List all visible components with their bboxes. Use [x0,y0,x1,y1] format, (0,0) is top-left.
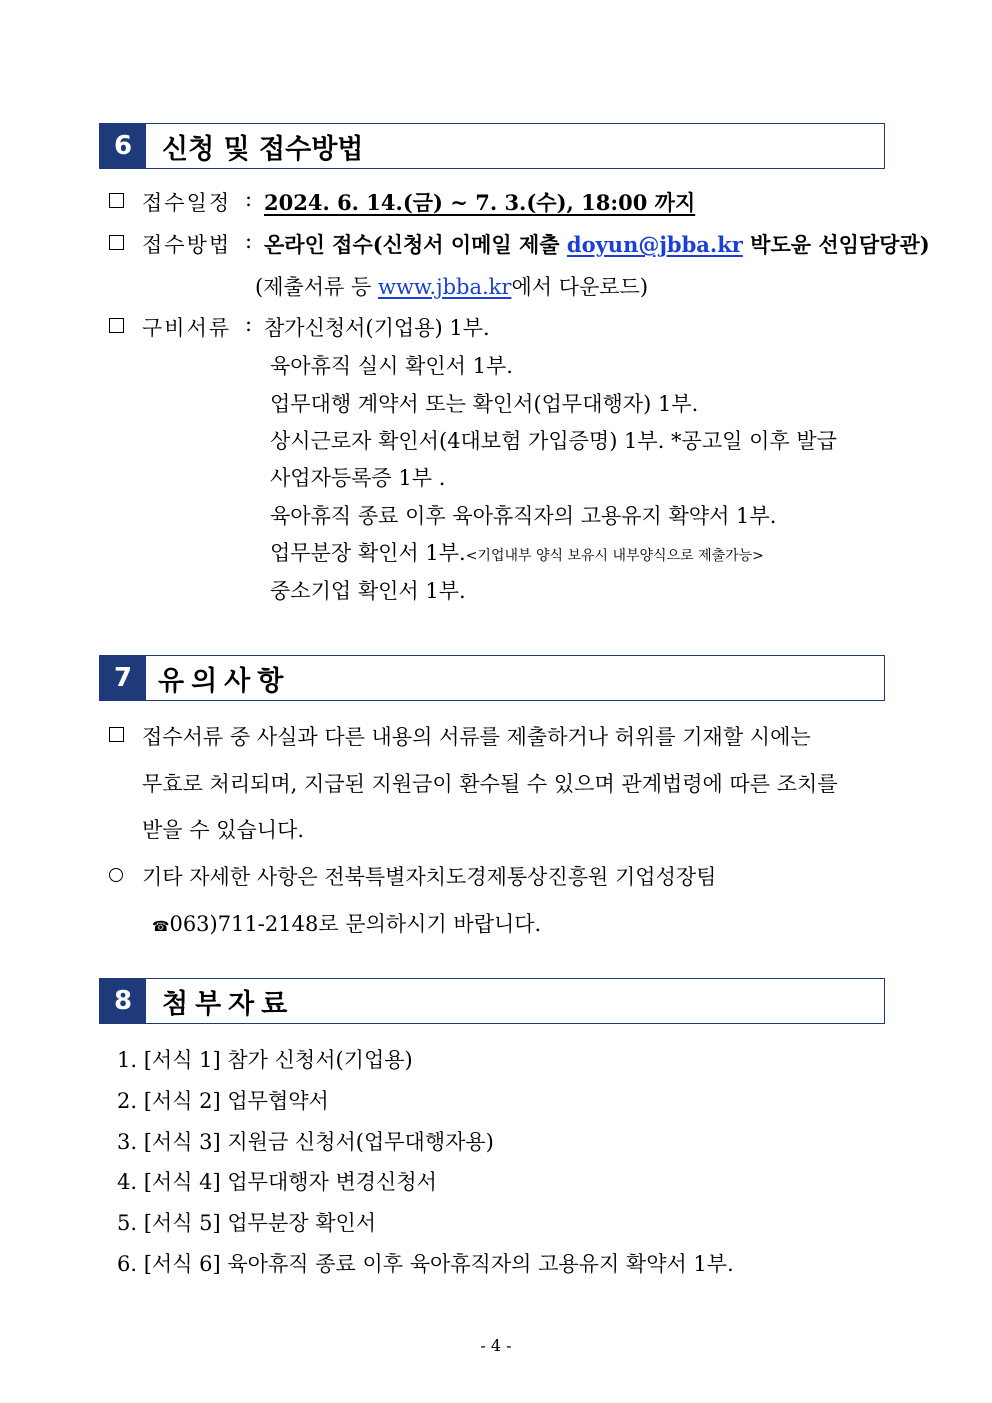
method-prefix: 온라인 접수(신청서 이메일 제출 [264,232,567,257]
section-number: 7 [100,656,146,700]
contact-line: 기타 자세한 사항은 전북특별자치도경제통상진흥원 기업성장팀 [142,865,717,889]
method-note [255,271,648,301]
document-item: 업무대행 계약서 또는 확인서(업무대행자) 1부. [270,392,699,416]
colon: : [245,312,253,336]
attachment-item: 3. [서식 3] 지원금 신청서(업무대행자용) [117,1130,494,1154]
attachment-item: 4. [서식 4] 업무대행자 변경신청서 [117,1170,437,1194]
email-link[interactable]: doyun@jbba.kr [566,232,743,257]
contact-phone-text: 063)711-2148로 문의하시기 바랍니다. [169,912,542,936]
section-7-header [99,655,885,701]
section-title: 유의사항 [158,665,291,697]
method-suffix: 박도윤 선임담당관) [742,232,930,257]
attachment-item: 6. [서식 6] 육아휴직 종료 이후 육아휴직자의 고용유지 확약서 1부. [117,1252,734,1276]
method-label: 접수방법 [142,233,232,257]
section-6-header [99,123,885,169]
attachment-item: 1. [서식 1] 참가 신청서(기업용) [117,1048,413,1072]
attachment-item: 2. [서식 2] 업무협약서 [117,1089,329,1113]
section-8-header [99,978,885,1024]
checkbox-square-icon [109,193,124,208]
schedule-value: 2024. 6. 14.(금) ~ 7. 3.(수), 18:00 까지 [264,190,696,215]
section-number: 6 [100,124,146,168]
document-item-main: 업무분장 확인서 1부. [270,541,466,565]
attachment-item: 5. [서식 5] 업무분장 확인서 [117,1211,377,1235]
notice-line: 무효로 처리되며, 지급된 지원금이 환수될 수 있으며 관계법령에 따른 조치를 [142,772,838,796]
checkbox-square-icon [109,727,124,742]
method-value [264,229,930,259]
documents-label: 구비서류 [142,316,232,340]
colon: : [245,187,253,211]
document-item: 상시근로자 확인서(4대보험 가입증명) 1부. *공고일 이후 발급 [270,429,837,453]
checkbox-square-icon [109,318,124,333]
section-number: 8 [100,979,146,1023]
document-item: 사업자등록증 1부 . [270,466,446,490]
document-item: 육아휴직 종료 이후 육아휴직자의 고용유지 확약서 1부. [270,504,777,528]
website-link[interactable]: www.jbba.kr [377,275,512,299]
document-item-note: <기업내부 양식 보유시 내부양식으로 제출가능> [465,548,764,564]
bullet-circle-icon [109,868,123,882]
document-item [270,537,764,567]
checkbox-square-icon [109,235,124,250]
contact-phone [152,908,541,938]
phone-icon: ☎ [152,919,170,935]
document-item: 중소기업 확인서 1부. [270,579,466,603]
document-item: 육아휴직 실시 확인서 1부. [270,354,513,378]
page-number: - 4 - [480,1336,512,1355]
note-suffix: 에서 다운로드) [511,275,649,299]
schedule-label: 접수일정 [142,191,232,215]
note-prefix: (제출서류 등 [255,275,378,299]
colon: : [245,229,253,253]
notice-line: 받을 수 있습니다. [142,818,305,842]
section-title: 신청 및 접수방법 [162,133,364,165]
document-item: 참가신청서(기업용) 1부. [264,316,490,340]
section-title: 첨부자료 [162,988,295,1020]
notice-line: 접수서류 중 사실과 다른 내용의 서류를 제출하거나 허위를 기재할 시에는 [142,725,811,749]
